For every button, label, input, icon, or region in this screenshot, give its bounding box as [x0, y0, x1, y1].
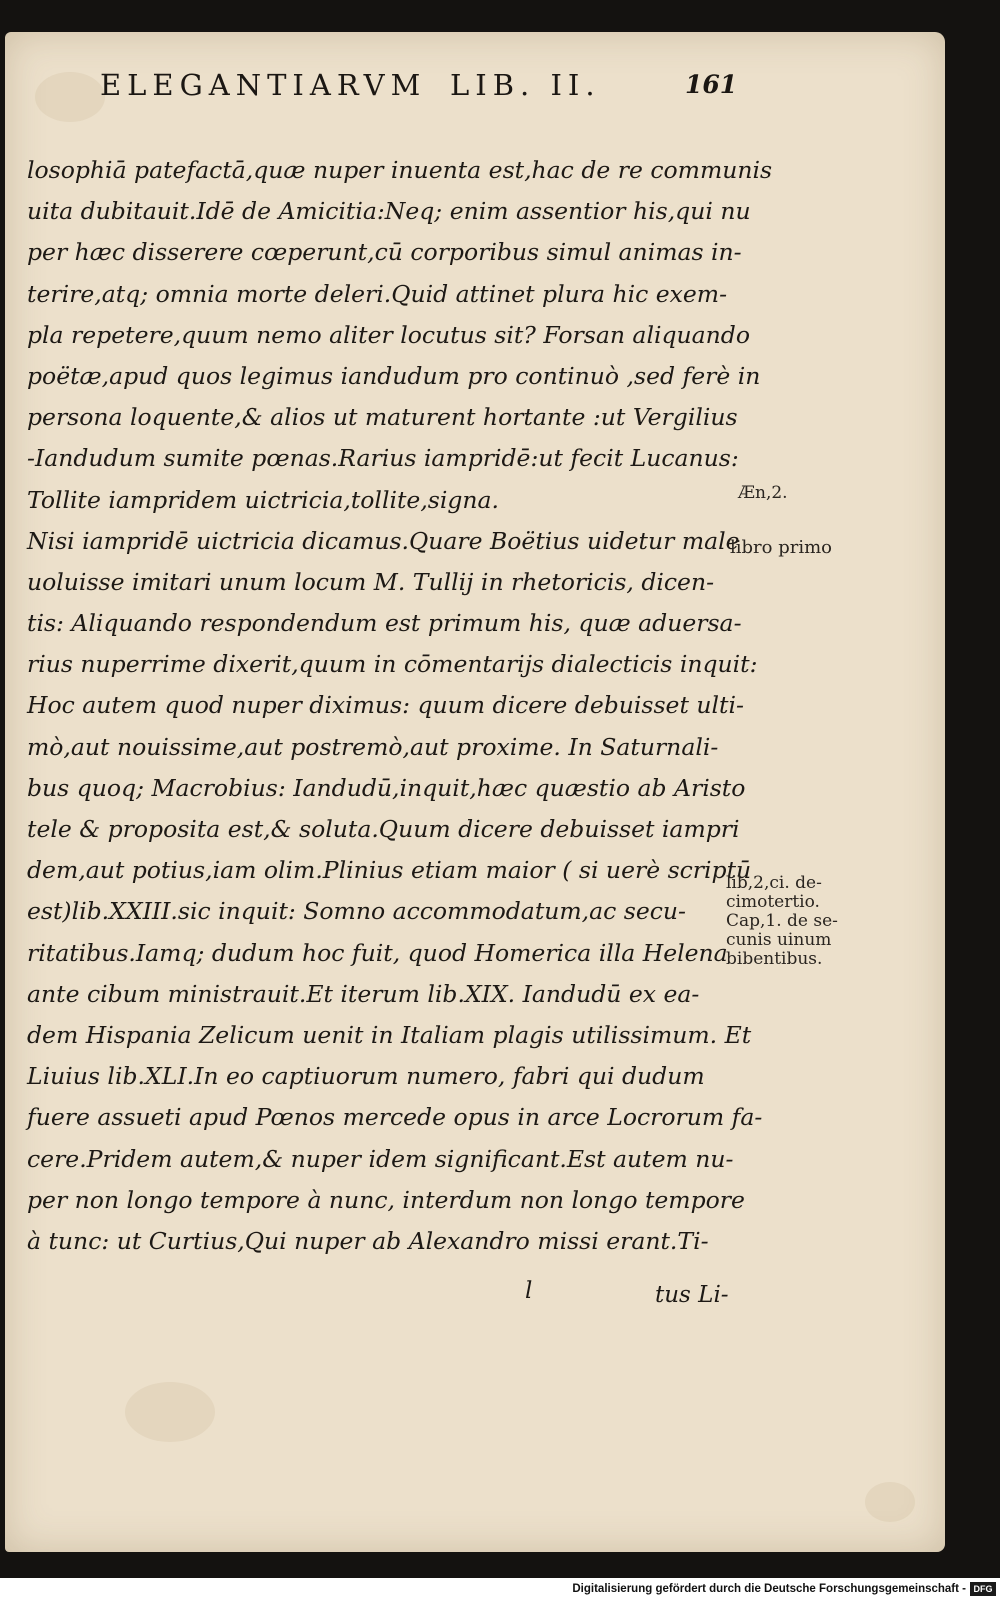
- running-header: [100, 68, 750, 108]
- text-line: uita dubitauit.Idē de Amicitia:Neq; enim assentior his,qui nu: [27, 197, 751, 226]
- signature-mark: l: [525, 1278, 533, 1304]
- margin-note-line: bibentibus.: [726, 949, 823, 969]
- running-title: ELEGANTIARVM: [100, 68, 427, 102]
- text-line: pla repetere,quum nemo aliter locutus sit? Forsan aliquando: [27, 320, 750, 349]
- text-line: cere.Pridem autem,& nuper idem significant.Est autem nu-: [27, 1144, 734, 1173]
- footer-bar: [0, 1578, 1000, 1602]
- text-line: per non longo tempore à nunc, interdum non longo tempore: [27, 1185, 745, 1214]
- text-line: rius nuperrime dixerit,quum in cōmentarijs dialecticis inquit:: [27, 650, 758, 679]
- text-line: uoluisse imitari unum locum M. Tullij in rhetoricis, dicen-: [27, 567, 715, 596]
- text-line: ante cibum ministrauit.Et iterum lib.XIX. Iandudū ex ea-: [27, 979, 700, 1008]
- text-line: losophiā patefactā,quæ nuper inuenta est,hac de re communis: [27, 156, 773, 184]
- margin-note-line: cimotertio.: [726, 892, 820, 912]
- text-line: à tunc: ut Curtius,Qui nuper ab Alexandro missi erant.Ti-: [27, 1226, 709, 1255]
- funding-credit: Digitalisierung gefördert durch die Deutsche Forschungsgemeinschaft -: [572, 1583, 966, 1595]
- text-line: -Iandudum sumite pœnas.Rarius iampridē:ut fecit Lucanus:: [27, 444, 739, 473]
- catchword: tus Li-: [655, 1282, 729, 1308]
- margin-note-pliny: [726, 874, 838, 969]
- margin-note-line: lib,2,ci. de-: [726, 873, 822, 893]
- text-line: ritatibus.Iamq; dudum hoc fuit, quod Homerica illa Helena: [27, 938, 728, 967]
- book-number: LIB. II.: [450, 68, 601, 102]
- dfg-logo: DFG: [970, 1582, 996, 1596]
- text-line: Hoc autem quod nuper diximus: quum dicere debuisset ulti-: [27, 691, 744, 720]
- margin-note-line: Cap,1. de se-: [726, 911, 838, 931]
- text-line: mò,aut nouissime,aut postremò,aut proxime. In Saturnali-: [27, 732, 719, 761]
- text-line: tis: Aliquando respondendum est primum his, quæ aduersa-: [27, 609, 742, 638]
- text-line: Liuius lib.XLI.In eo captiuorum numero, fabri qui dudum: [27, 1062, 705, 1091]
- text-line: tele & proposita est,& soluta.Quum dicere debuisset iampri: [27, 815, 740, 843]
- text-line: dem Hispania Zelicum uenit in Italiam plagis utilissimum. Et: [27, 1020, 752, 1049]
- text-line: per hæc disserere cœperunt,cū corporibus simul animas in-: [27, 238, 742, 267]
- text-line: est)lib.XXIII.sic inquit: Somno accommodatum,ac secu-: [27, 897, 686, 926]
- text-line: persona loquente,& alios ut maturent hortante :ut Vergilius: [27, 403, 738, 432]
- page-number: 161: [685, 70, 738, 99]
- text-line: bus quoq; Macrobius: Iandudū,inquit,hæc quæstio ab Aristo: [27, 773, 746, 802]
- text-line: dem,aut potius,iam olim.Plinius etiam maior ( si uerè scriptū: [27, 856, 752, 885]
- text-line: terire,atq; omnia morte deleri.Quid attinet plura hic exem-: [27, 279, 728, 308]
- quoted-verse-line: Tollite iampridem uictricia,tollite,signa.: [27, 485, 500, 514]
- text-line: poëtæ,apud quos legimus iandudum pro continuò ,sed ferè in: [27, 361, 761, 390]
- margin-note-aeneid: Æn,2.: [738, 483, 788, 503]
- margin-note-boethius: libro primo: [730, 537, 832, 558]
- text-line: fuere assueti apud Pœnos mercede opus in arce Locrorum fa-: [27, 1103, 763, 1132]
- margin-note-line: cunis uinum: [726, 930, 832, 950]
- text-line: Nisi iampridē uictricia dicamus.Quare Boëtius uidetur male: [27, 526, 740, 555]
